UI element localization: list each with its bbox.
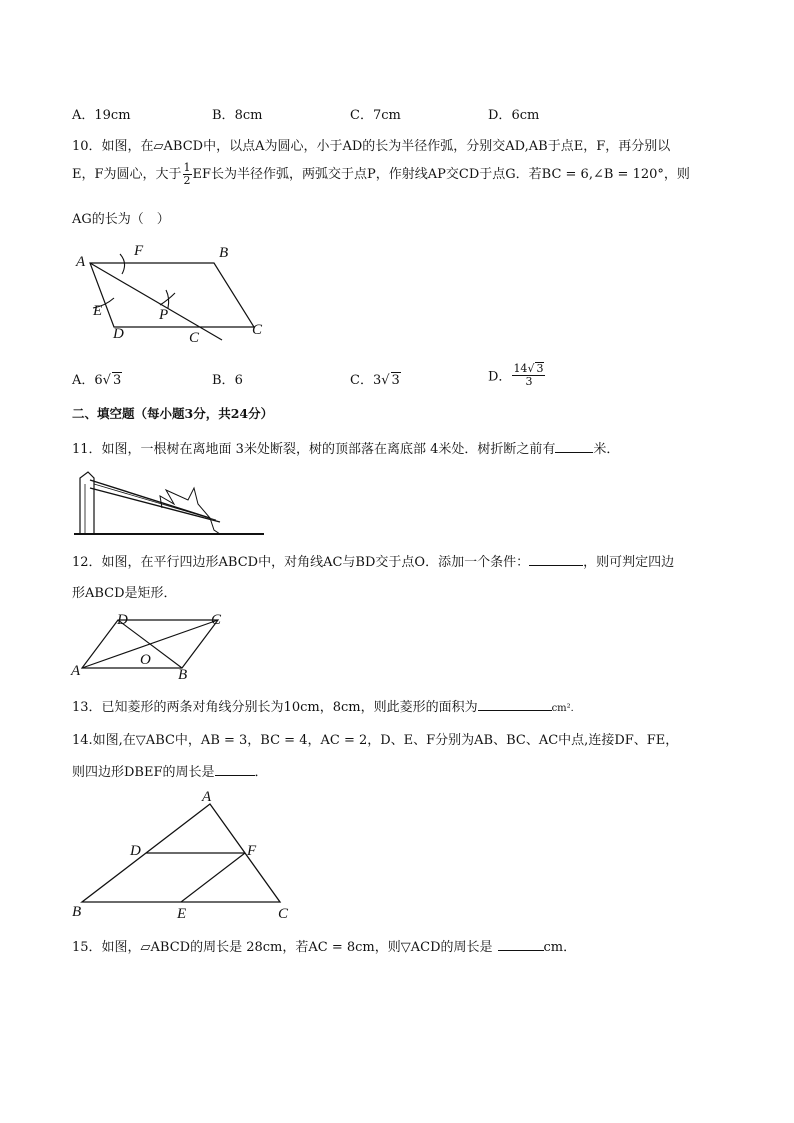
q12-line1-pre: 12．如图，在平行四边形ABCD中，对角线AC与BD交于点O．添加一个条件： — [72, 555, 530, 570]
option-label: C． — [350, 373, 373, 388]
label-a: A — [202, 789, 212, 805]
label-b: B — [219, 245, 229, 261]
label-a: A — [71, 663, 81, 679]
q11-figure-broken-tree — [70, 464, 270, 540]
numerator-radicand: 3 — [536, 362, 544, 375]
label-f: F — [247, 843, 257, 859]
parallelogram-abcd — [90, 263, 254, 327]
answer-blank[interactable] — [498, 938, 544, 951]
q13-text — [72, 696, 581, 715]
answer-blank[interactable] — [215, 763, 255, 776]
q15-text-pre: 15．如图，▱ABCD的周长是 28cm，若AC = 8cm，则▽ACD的周长是 — [72, 940, 493, 955]
label-d: D — [113, 326, 124, 342]
q10-line2-pre: E，F为圆心，大于 — [72, 167, 182, 182]
q10-option-c: C．3√ 3 — [350, 373, 400, 388]
fraction-half — [183, 162, 192, 187]
label-e: E — [93, 303, 103, 319]
option-text: 8cm — [234, 108, 263, 123]
label-d: D — [117, 612, 128, 628]
q10-option-b — [212, 369, 243, 388]
label-e: E — [177, 906, 187, 922]
answer-blank[interactable] — [555, 440, 593, 453]
option-radicand: 3 — [391, 373, 400, 388]
q10-option-d — [488, 362, 546, 388]
q12-figure-parallelogram — [66, 608, 236, 682]
option-label: D． — [488, 108, 512, 123]
q9-option-b — [212, 104, 262, 123]
fallen-top-upper — [90, 480, 210, 518]
q14-figure-triangle — [64, 786, 304, 922]
option-fraction — [512, 362, 545, 388]
option-coef: 3 — [372, 373, 382, 388]
q10-figure-parallelogram — [60, 238, 290, 350]
q11-text-pre: 11．如图，一根树在离地面 3米处断裂，树的顶部落在离底部 4米处．树折断之前有 — [72, 442, 556, 457]
section-title: 二、填空题（每小题3分，共24分） — [72, 406, 274, 421]
q15-text — [72, 936, 576, 955]
label-c: C — [211, 612, 222, 628]
label-c: C — [252, 322, 263, 338]
q14-line1: 14.如图,在▽ABC中，AB = 3，BC = 4，AC = 2，D、E、F分别为AB、BC、AC中点,连接DF、FE， — [72, 733, 679, 748]
label-c: C — [278, 906, 289, 922]
fallen-top-lower — [90, 488, 220, 522]
q12-line1-post: ，则可判定四边 — [583, 555, 675, 570]
q12-line2: 形ABCD是矩形． — [72, 586, 177, 601]
q13-text-pre: 13．已知菱形的两条对角线分别长为10cm，8cm，则此菱形的面积为 — [72, 700, 478, 715]
q14-line2 — [72, 761, 268, 780]
q13-unit: cm²． — [551, 703, 581, 714]
option-coef: 6 — [94, 373, 103, 388]
label-g: C — [189, 330, 200, 346]
label-b: B — [178, 667, 188, 682]
q10-line2-post: EF长为半径作弧，两弧交于点P，作射线AP交CD于点G．若BC = 6,∠B = 120°，则 — [192, 167, 690, 182]
arc-p2 — [166, 290, 169, 308]
answer-blank[interactable] — [529, 553, 583, 566]
fraction-denominator: 2 — [183, 174, 191, 187]
label-d: D — [130, 843, 141, 859]
fraction-numerator: 1 — [183, 161, 191, 174]
q11-text-post: 米． — [593, 442, 620, 457]
option-label: B． — [212, 108, 235, 123]
label-o: O — [140, 652, 151, 668]
q10-line3: AG的长为（ ） — [72, 212, 170, 227]
q14-line2-post: ． — [254, 765, 268, 780]
q11-text — [72, 438, 619, 457]
numerator-coef: 14 — [513, 362, 528, 375]
q15-text-post: cm． — [543, 940, 577, 955]
q9-option-c — [350, 104, 401, 123]
option-label: C． — [350, 108, 373, 123]
option-label: A． — [72, 373, 95, 388]
option-label: A． — [72, 108, 95, 123]
option-label: B． — [212, 373, 235, 388]
q14-line2-pre: 则四边形DBEF的周长是 — [72, 765, 215, 780]
q12-line1 — [72, 551, 674, 570]
q10-line2 — [72, 162, 690, 187]
label-b: B — [72, 904, 82, 920]
label-f: F — [134, 243, 144, 259]
option-radicand: 3 — [112, 373, 122, 388]
label-a: A — [76, 254, 86, 270]
arc-f — [120, 254, 125, 274]
fraction-denominator: 3 — [525, 375, 533, 388]
fraction-numerator: 14√ 3 — [513, 362, 544, 375]
q9-option-d — [488, 104, 539, 123]
option-text: 7cm — [372, 108, 401, 123]
segment-fe — [181, 853, 245, 902]
option-text: 6cm — [511, 108, 540, 123]
q10-option-a: A．6√ 3 — [72, 373, 122, 388]
option-text: 19cm — [94, 108, 131, 123]
option-text: 6 — [234, 373, 243, 388]
label-p: P — [159, 307, 169, 323]
answer-blank[interactable] — [478, 698, 552, 711]
q9-option-a — [72, 104, 131, 123]
q10-line1: 10．如图，在▱ABCD中，以点A为圆心，小于AD的长为半径作弧，分别交AD,AB于点E，F，再分别以 — [72, 139, 671, 154]
option-label: D． — [488, 369, 512, 385]
